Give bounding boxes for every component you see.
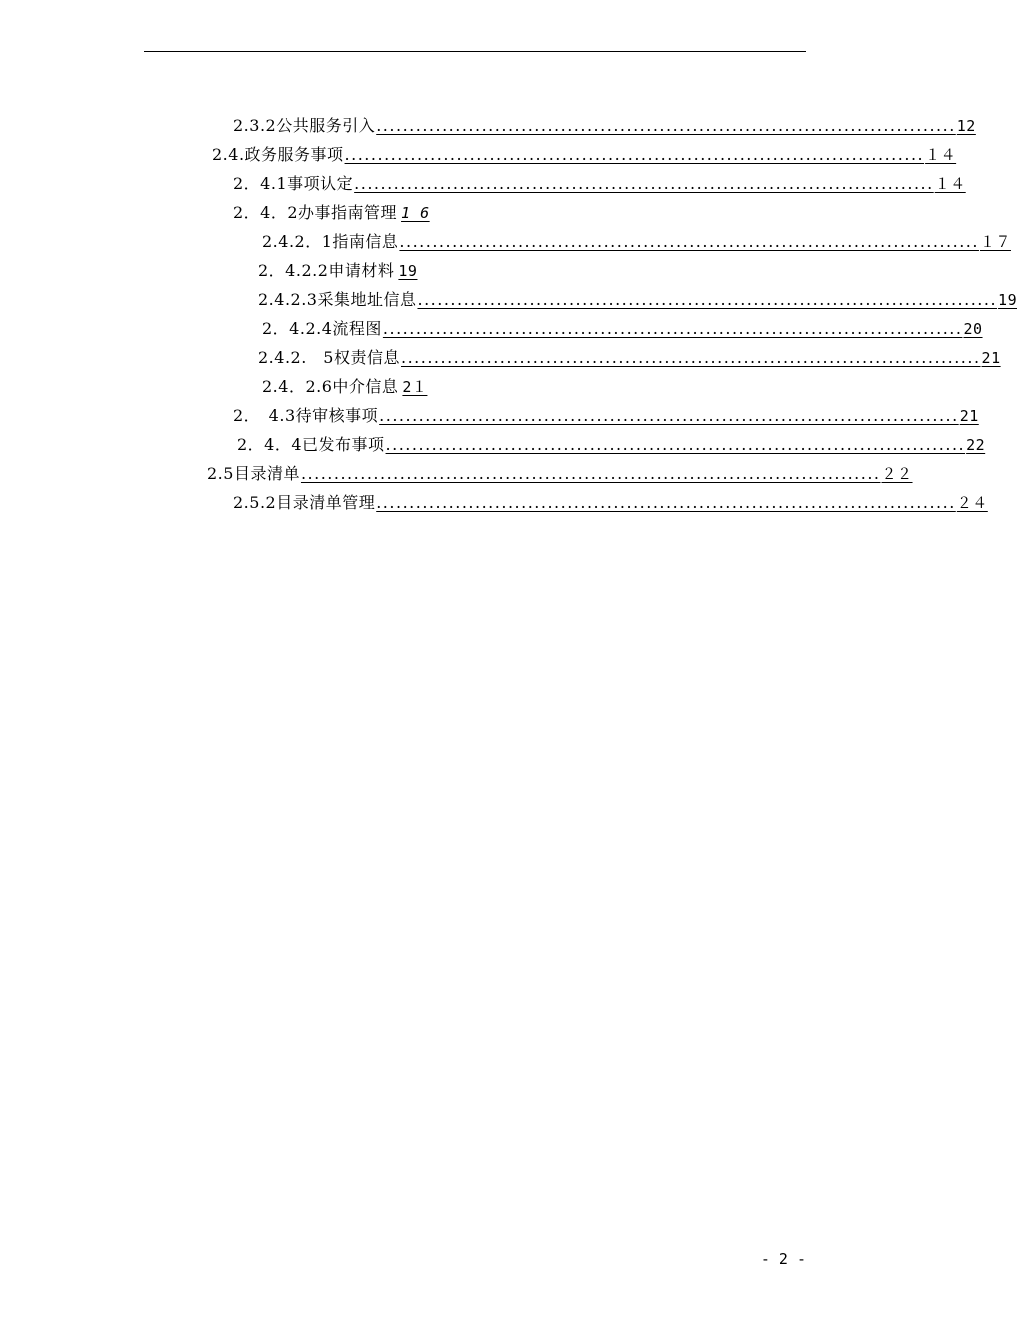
toc-entry-label: 2.4．2.6中介信息	[262, 377, 399, 396]
toc-entry[interactable]	[258, 347, 1001, 369]
toc-leader-dots: ........................................................................................	[399, 232, 979, 251]
toc-leader-dots: ........................................................................................	[300, 464, 881, 483]
toc-entry[interactable]	[258, 289, 1017, 311]
toc-leader-dots: ........................................................................................	[354, 174, 934, 193]
toc-entry-label: 2．4.2.4流程图	[262, 319, 382, 338]
toc-entry-label: 2.4.2．1指南信息	[262, 232, 399, 251]
toc-leader-dots: ........................................................................................	[344, 145, 925, 164]
toc-entry-label: 2．4.1事项认定	[233, 174, 354, 193]
page-number: - 2 -	[760, 1250, 806, 1268]
toc-entry-page: ２２	[881, 465, 913, 483]
toc-entry-page: 19	[398, 262, 418, 280]
toc-entry-page: 22	[966, 436, 986, 454]
toc-entry[interactable]	[212, 144, 957, 166]
toc-entry-page: 2１	[402, 378, 428, 396]
toc-entry-page: 12	[956, 117, 976, 135]
toc-leader-dots: ........................................................................................	[376, 116, 956, 135]
toc-leader-dots: ........................................................................................	[379, 406, 959, 425]
toc-entry[interactable]	[233, 115, 976, 137]
toc-entry[interactable]	[233, 202, 430, 224]
toc-entry-label: 2.4.2. 5权责信息	[258, 348, 400, 367]
toc-entry-page: 20	[963, 320, 983, 338]
toc-entry-page: １４	[934, 175, 966, 193]
toc-entry[interactable]	[207, 463, 913, 485]
toc-leader-dots: ........................................................................................	[400, 348, 981, 367]
toc-entry-page: １７	[979, 233, 1011, 251]
toc-entry-label: 2.3.2公共服务引入	[233, 116, 376, 135]
toc-entry-label: 2．4．4已发布事项	[237, 435, 385, 454]
toc-entry-label: 2.4.2.3采集地址信息	[258, 290, 417, 309]
toc-entry[interactable]	[258, 260, 417, 282]
toc-leader-dots: ........................................................................................	[417, 290, 998, 309]
toc-entry[interactable]	[237, 434, 986, 456]
toc-entry-label: 2． 4.3待审核事项	[233, 406, 379, 425]
toc-entry-page: ２４	[956, 494, 988, 512]
toc-entry[interactable]	[233, 173, 966, 195]
toc-leader-dots: ........................................................................................	[382, 319, 963, 338]
toc-entry-label: 2.5.2目录清单管理	[233, 493, 376, 512]
toc-leader-dots: ........................................................................................	[385, 435, 966, 454]
toc-entry[interactable]	[233, 492, 988, 514]
toc-entry[interactable]	[262, 376, 427, 398]
toc-entry-label: 2.4.政务服务事项	[212, 145, 344, 164]
toc-entry-page: １４	[925, 146, 957, 164]
header-rule	[144, 51, 806, 52]
toc-entry-page: 1 6	[401, 204, 430, 222]
toc-entry-page: 19	[998, 291, 1017, 309]
toc-entry-label: 2.5目录清单	[207, 464, 300, 483]
toc-entry[interactable]	[262, 231, 1011, 253]
toc-entry-label: 2．4.2.2申请材料	[258, 261, 395, 280]
toc-entry[interactable]	[233, 405, 979, 427]
toc-entry-page: 21	[959, 407, 979, 425]
toc-entry-label: 2．4．2办事指南管理	[233, 203, 398, 222]
toc-leader-dots: ........................................................................................	[376, 493, 956, 512]
toc-entry-page: 21	[981, 349, 1001, 367]
toc-entry[interactable]	[262, 318, 983, 340]
